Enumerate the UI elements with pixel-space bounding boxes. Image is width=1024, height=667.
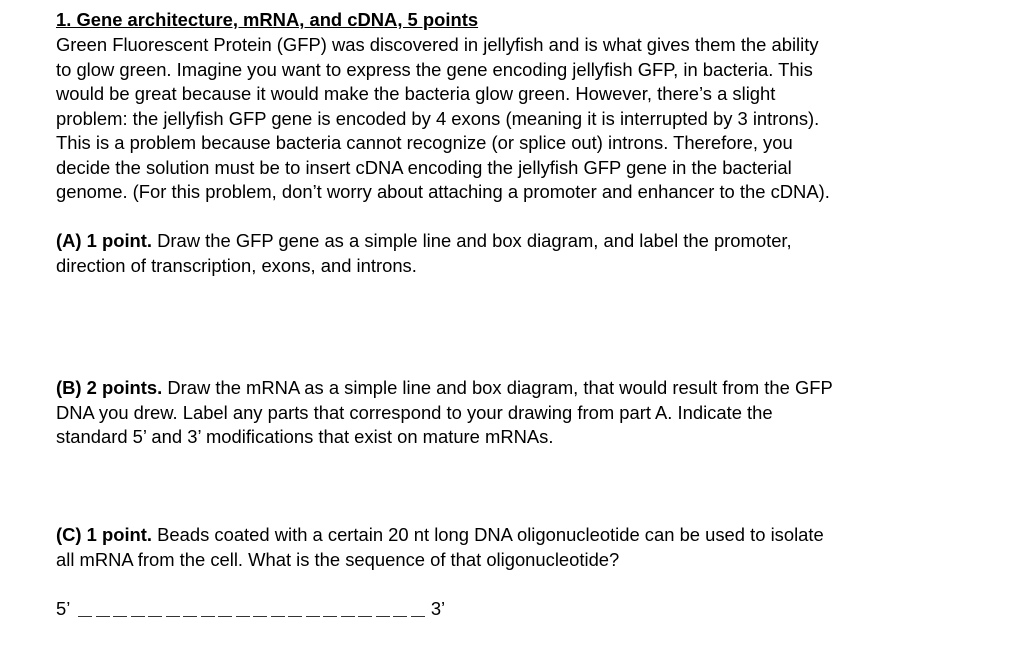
blank-dash bbox=[183, 616, 197, 618]
blank-dash bbox=[113, 616, 127, 618]
part-a-text: Draw the GFP gene as a simple line and box diagram, and label the promoter, bbox=[152, 230, 792, 251]
blank-dash bbox=[323, 616, 337, 618]
intro-line: problem: the jellyfish GFP gene is encoded by 4 exons (meaning it is interrupted by 3 introns). bbox=[56, 107, 820, 129]
blank-dash bbox=[148, 616, 162, 618]
blank-dash bbox=[78, 616, 92, 618]
intro-line: genome. (For this problem, don’t worry about attaching a promoter and enhancer to the cDNA). bbox=[56, 181, 830, 202]
part-c-text: Beads coated with a certain 20 nt long DNA oligonucleotide can be used to isolate bbox=[152, 524, 824, 545]
part-b-label: (B) 2 points. bbox=[56, 377, 163, 398]
intro-line: Green Fluorescent Protein (GFP) was discovered in jellyfish and is what gives them the ability bbox=[56, 34, 819, 55]
blank-dash bbox=[358, 616, 372, 618]
blank-dash bbox=[393, 616, 407, 618]
blank-dash bbox=[166, 616, 180, 618]
intro-line: This is a problem because bacteria cannot recognize (or splice out) introns. Therefore, you bbox=[56, 132, 793, 153]
intro-line: decide the solution must be to insert cDNA encoding the jellyfish GFP gene in the bacterial bbox=[56, 156, 792, 178]
answer-blank[interactable] bbox=[56, 598, 445, 620]
five-prime-label: 5’ bbox=[56, 598, 71, 619]
blank-dash bbox=[236, 616, 250, 618]
blank-dash bbox=[131, 616, 145, 618]
part-c-text: all mRNA from the cell. What is the sequence of that oligonucleotide? bbox=[56, 548, 620, 570]
blank-dash bbox=[218, 616, 232, 618]
blank-dash bbox=[201, 616, 215, 618]
intro-line: to glow green. Imagine you want to express the gene encoding jellyfish GFP, in bacteria. This bbox=[56, 58, 813, 80]
part-c-label: (C) 1 point. bbox=[56, 524, 153, 545]
question-title: 1. Gene architecture, mRNA, and cDNA, 5 points bbox=[56, 9, 479, 30]
intro-line: would be great because it would make the bacteria glow green. However, there’s a slight bbox=[56, 83, 776, 104]
part-b-text: DNA you drew. Label any parts that correspond to your drawing from part A. Indicate the bbox=[56, 401, 773, 423]
part-a-label: (A) 1 point. bbox=[56, 230, 153, 251]
three-prime-label: 3’ bbox=[430, 598, 446, 619]
blank-dash bbox=[253, 616, 267, 618]
blank-dash bbox=[411, 616, 425, 618]
part-b-text: Draw the mRNA as a simple line and box diagram, that would result from the GFP bbox=[162, 377, 833, 398]
blank-dash bbox=[271, 616, 285, 618]
blank-dash bbox=[96, 616, 110, 618]
part-a-text: direction of transcription, exons, and introns. bbox=[56, 254, 417, 276]
blank-dash bbox=[376, 616, 390, 618]
blank-dash bbox=[306, 616, 320, 618]
blank-dash bbox=[288, 616, 302, 618]
blank-dash bbox=[341, 616, 355, 618]
blank-dashes[interactable] bbox=[78, 616, 425, 621]
part-b-text: standard 5’ and 3’ modifications that exist on mature mRNAs. bbox=[56, 426, 554, 447]
